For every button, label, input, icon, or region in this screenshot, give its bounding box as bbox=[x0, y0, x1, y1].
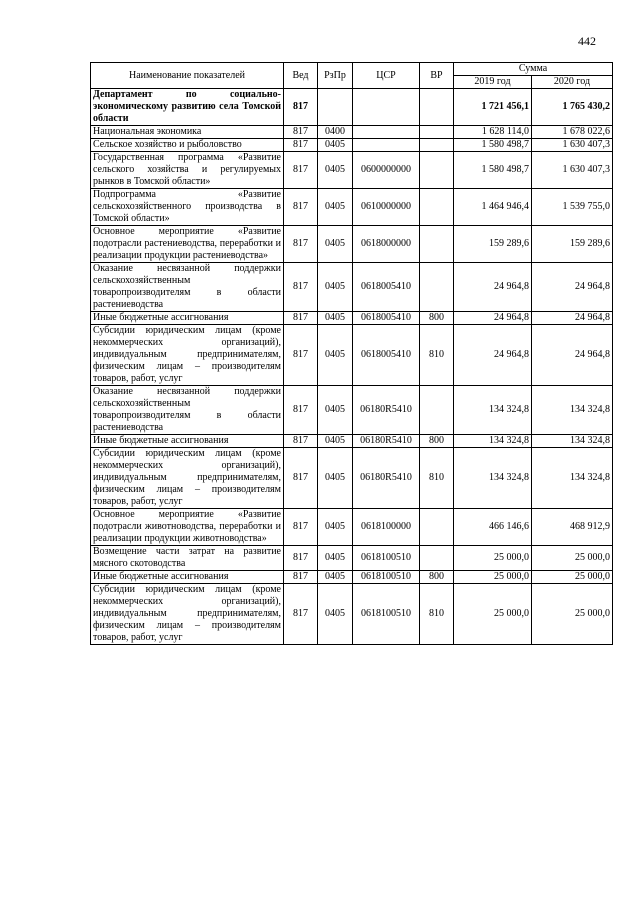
cell-ved: 817 bbox=[284, 152, 318, 189]
cell-name: Оказание несвязанной поддержки сельскохозяйственным товаропроизводителям в области растениеводства bbox=[91, 263, 284, 312]
cell-ved: 817 bbox=[284, 435, 318, 448]
cell-2020: 468 912,9 bbox=[532, 509, 613, 546]
cell-vr bbox=[420, 509, 454, 546]
cell-ved: 817 bbox=[284, 571, 318, 584]
cell-vr: 800 bbox=[420, 312, 454, 325]
cell-ved: 817 bbox=[284, 89, 318, 126]
cell-ved: 817 bbox=[284, 126, 318, 139]
cell-2019: 24 964,8 bbox=[454, 263, 532, 312]
cell-rzpr: 0405 bbox=[318, 584, 353, 645]
table-row bbox=[91, 226, 613, 263]
cell-2019: 1 580 498,7 bbox=[454, 139, 532, 152]
table-row bbox=[91, 189, 613, 226]
table-row bbox=[91, 126, 613, 139]
cell-csr bbox=[353, 126, 420, 139]
table-row bbox=[91, 152, 613, 189]
table-row bbox=[91, 509, 613, 546]
cell-name: Департамент по социально-экономическому развитию села Томской области bbox=[91, 89, 284, 126]
cell-name: Иные бюджетные ассигнования bbox=[91, 435, 284, 448]
cell-csr: 0618005410 bbox=[353, 263, 420, 312]
cell-2019: 25 000,0 bbox=[454, 584, 532, 645]
cell-name: Национальная экономика bbox=[91, 126, 284, 139]
cell-2020: 134 324,8 bbox=[532, 448, 613, 509]
cell-vr bbox=[420, 152, 454, 189]
cell-rzpr: 0405 bbox=[318, 226, 353, 263]
cell-csr: 0618100510 bbox=[353, 584, 420, 645]
header-rzpr: РзПр bbox=[318, 63, 353, 89]
header-csr: ЦСР bbox=[353, 63, 420, 89]
cell-csr: 0618100000 bbox=[353, 509, 420, 546]
cell-2020: 24 964,8 bbox=[532, 312, 613, 325]
cell-2020: 25 000,0 bbox=[532, 546, 613, 571]
table-row bbox=[91, 435, 613, 448]
budget-table bbox=[90, 62, 613, 645]
cell-vr: 810 bbox=[420, 448, 454, 509]
cell-2019: 1 580 498,7 bbox=[454, 152, 532, 189]
cell-name: Субсидии юридическим лицам (кроме некоммерческих организаций), индивидуальным предпринимателям, физическим лицам – производителям товаров, работ, услуг bbox=[91, 325, 284, 386]
cell-2019: 24 964,8 bbox=[454, 312, 532, 325]
cell-ved: 817 bbox=[284, 189, 318, 226]
cell-2019: 134 324,8 bbox=[454, 435, 532, 448]
table-row bbox=[91, 312, 613, 325]
table-row bbox=[91, 263, 613, 312]
cell-2019: 134 324,8 bbox=[454, 386, 532, 435]
cell-csr: 06180R5410 bbox=[353, 386, 420, 435]
table-header bbox=[91, 63, 613, 89]
cell-ved: 817 bbox=[284, 263, 318, 312]
cell-name: Основное мероприятие «Развитие подотрасли растениеводства, переработки и реализации продукции растениеводства» bbox=[91, 226, 284, 263]
table-row bbox=[91, 89, 613, 126]
cell-2020: 25 000,0 bbox=[532, 584, 613, 645]
cell-ved: 817 bbox=[284, 226, 318, 263]
cell-csr bbox=[353, 139, 420, 152]
cell-2020: 25 000,0 bbox=[532, 571, 613, 584]
cell-name: Государственная программа «Развитие сельского хозяйства и регулируемых рынков в Томской области» bbox=[91, 152, 284, 189]
cell-ved: 817 bbox=[284, 448, 318, 509]
cell-ved: 817 bbox=[284, 546, 318, 571]
cell-2020: 134 324,8 bbox=[532, 435, 613, 448]
cell-rzpr: 0405 bbox=[318, 571, 353, 584]
cell-rzpr: 0405 bbox=[318, 386, 353, 435]
cell-rzpr: 0405 bbox=[318, 152, 353, 189]
cell-vr bbox=[420, 126, 454, 139]
cell-2019: 1 464 946,4 bbox=[454, 189, 532, 226]
cell-name: Иные бюджетные ассигнования bbox=[91, 312, 284, 325]
header-2019: 2019 год bbox=[454, 76, 532, 89]
cell-vr bbox=[420, 226, 454, 263]
cell-2020: 24 964,8 bbox=[532, 325, 613, 386]
cell-name: Субсидии юридическим лицам (кроме некоммерческих организаций), индивидуальным предпринимателям, физическим лицам – производителям товаров, работ, услуг bbox=[91, 584, 284, 645]
table-body bbox=[91, 89, 613, 645]
cell-2019: 1 628 114,0 bbox=[454, 126, 532, 139]
cell-csr: 0618005410 bbox=[353, 312, 420, 325]
cell-rzpr: 0400 bbox=[318, 126, 353, 139]
cell-rzpr: 0405 bbox=[318, 139, 353, 152]
cell-csr: 06180R5410 bbox=[353, 448, 420, 509]
cell-csr: 0618005410 bbox=[353, 325, 420, 386]
cell-vr bbox=[420, 263, 454, 312]
cell-2020: 1 539 755,0 bbox=[532, 189, 613, 226]
cell-2019: 1 721 456,1 bbox=[454, 89, 532, 126]
header-sum: Сумма bbox=[454, 63, 613, 76]
cell-csr: 0600000000 bbox=[353, 152, 420, 189]
cell-csr: 0618100510 bbox=[353, 546, 420, 571]
header-2020: 2020 год bbox=[532, 76, 613, 89]
cell-vr bbox=[420, 89, 454, 126]
cell-vr bbox=[420, 546, 454, 571]
cell-vr: 800 bbox=[420, 435, 454, 448]
cell-2019: 159 289,6 bbox=[454, 226, 532, 263]
table-row bbox=[91, 139, 613, 152]
cell-rzpr: 0405 bbox=[318, 189, 353, 226]
table-row bbox=[91, 325, 613, 386]
cell-csr: 0618100510 bbox=[353, 571, 420, 584]
cell-rzpr: 0405 bbox=[318, 546, 353, 571]
table-row bbox=[91, 571, 613, 584]
cell-rzpr: 0405 bbox=[318, 509, 353, 546]
table-row bbox=[91, 386, 613, 435]
cell-ved: 817 bbox=[284, 509, 318, 546]
cell-vr: 800 bbox=[420, 571, 454, 584]
table-row bbox=[91, 448, 613, 509]
cell-ved: 817 bbox=[284, 312, 318, 325]
cell-name: Основное мероприятие «Развитие подотрасли животноводства, переработки и реализации продукции животноводства» bbox=[91, 509, 284, 546]
cell-rzpr bbox=[318, 89, 353, 126]
cell-rzpr: 0405 bbox=[318, 312, 353, 325]
cell-ved: 817 bbox=[284, 325, 318, 386]
cell-name: Возмещение части затрат на развитие мясного скотоводства bbox=[91, 546, 284, 571]
cell-rzpr: 0405 bbox=[318, 263, 353, 312]
cell-2020: 1 678 022,6 bbox=[532, 126, 613, 139]
cell-2020: 1 630 407,3 bbox=[532, 152, 613, 189]
cell-name: Сельское хозяйство и рыболовство bbox=[91, 139, 284, 152]
table-row bbox=[91, 546, 613, 571]
cell-ved: 817 bbox=[284, 386, 318, 435]
cell-vr bbox=[420, 139, 454, 152]
cell-vr bbox=[420, 386, 454, 435]
cell-2019: 466 146,6 bbox=[454, 509, 532, 546]
header-vr: ВР bbox=[420, 63, 454, 89]
cell-name: Оказание несвязанной поддержки сельскохозяйственным товаропроизводителям в области растениеводства bbox=[91, 386, 284, 435]
cell-csr: 0618000000 bbox=[353, 226, 420, 263]
cell-csr: 06180R5410 bbox=[353, 435, 420, 448]
cell-ved: 817 bbox=[284, 139, 318, 152]
cell-2020: 159 289,6 bbox=[532, 226, 613, 263]
header-ved: Вед bbox=[284, 63, 318, 89]
cell-vr: 810 bbox=[420, 325, 454, 386]
cell-2020: 134 324,8 bbox=[532, 386, 613, 435]
cell-vr: 810 bbox=[420, 584, 454, 645]
cell-csr bbox=[353, 89, 420, 126]
cell-2019: 134 324,8 bbox=[454, 448, 532, 509]
cell-vr bbox=[420, 189, 454, 226]
cell-name: Подпрограмма «Развитие сельскохозяйственного производства в Томской области» bbox=[91, 189, 284, 226]
cell-2020: 1 765 430,2 bbox=[532, 89, 613, 126]
cell-name: Субсидии юридическим лицам (кроме некоммерческих организаций), индивидуальным предпринимателям, физическим лицам – производителям товаров, работ, услуг bbox=[91, 448, 284, 509]
header-name: Наименование показателей bbox=[91, 63, 284, 89]
cell-name: Иные бюджетные ассигнования bbox=[91, 571, 284, 584]
cell-csr: 0610000000 bbox=[353, 189, 420, 226]
page-number: 442 bbox=[578, 34, 596, 48]
cell-rzpr: 0405 bbox=[318, 325, 353, 386]
cell-rzpr: 0405 bbox=[318, 448, 353, 509]
table-row bbox=[91, 584, 613, 645]
cell-2020: 24 964,8 bbox=[532, 263, 613, 312]
cell-2019: 25 000,0 bbox=[454, 546, 532, 571]
cell-2019: 25 000,0 bbox=[454, 571, 532, 584]
cell-2019: 24 964,8 bbox=[454, 325, 532, 386]
cell-rzpr: 0405 bbox=[318, 435, 353, 448]
cell-ved: 817 bbox=[284, 584, 318, 645]
cell-2020: 1 630 407,3 bbox=[532, 139, 613, 152]
